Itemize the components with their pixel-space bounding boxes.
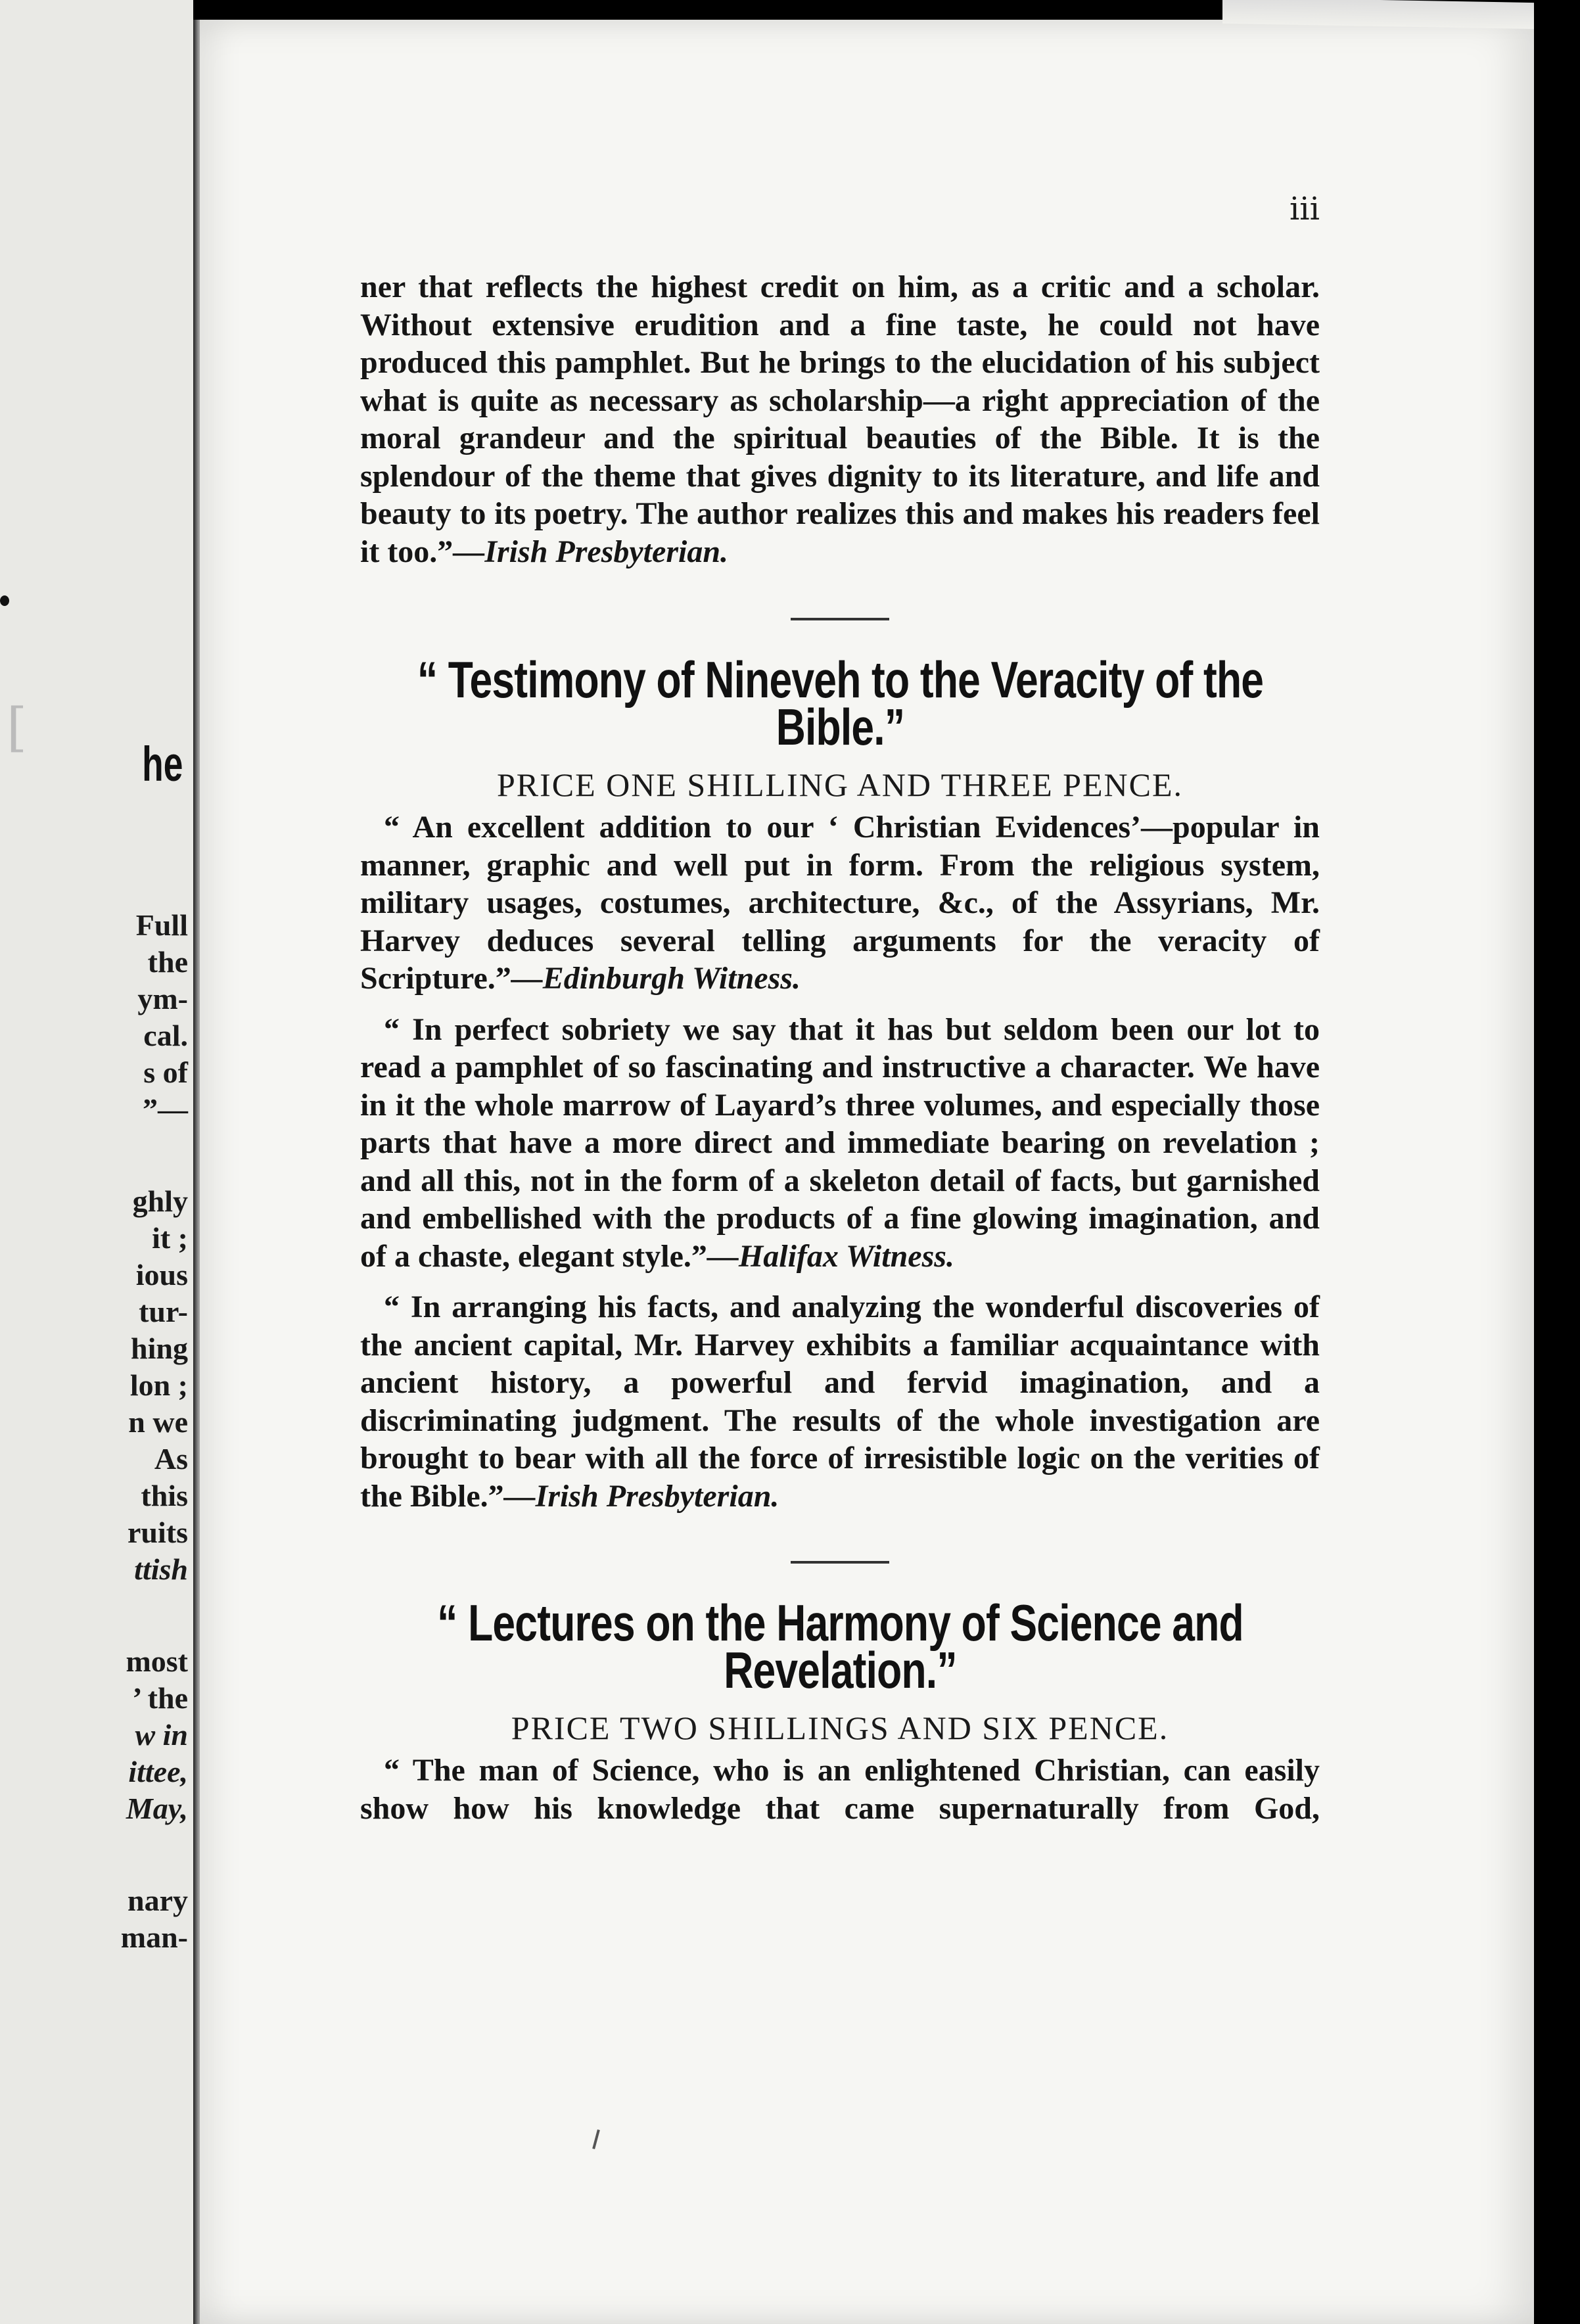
left-page-ghost-letter: [ bbox=[7, 697, 28, 758]
review-text: “ An excellent addition to our ‘ Christian Evidences’—popular in manner, graphic and well put in form. From the religious system, military usages, costumes, architecture, &c., of the Assyrians, Mr. Harvey deduces several telling arguments for the veracity of Scripture.” bbox=[360, 810, 1320, 996]
section-divider bbox=[791, 618, 889, 620]
review-text: “ In arranging his facts, and analyzing the wonderful discoveries of the ancient capital, Mr. Harvey exhibits a familiar acquaintance with ancient history, a powerful and fervid imagination, and a discriminating judgment. The results of the whole investigation are brought to bear with all the force of irresistible logic on the verities of the Bible.” bbox=[360, 1290, 1320, 1514]
price-nineveh: PRICE ONE SHILLING AND THREE PENCE. bbox=[496, 766, 1184, 803]
intro-paragraph bbox=[360, 268, 1320, 570]
left-page-fragment: hing bbox=[131, 1332, 188, 1365]
left-page-fragment: tur- bbox=[139, 1295, 188, 1328]
page-number: iii bbox=[1289, 191, 1320, 227]
review-text: “ In perfect sobriety we say that it has but seldom been our lot to read a pamphlet of so fascinating and instructive a character. We have in it the whole marrow of Layard’s three volumes, and especially those parts that have a more direct and immediate bearing on revelation ; and all this, not in the form of a skeleton detail of facts, but garnished and embellished with the products of a fine glowing imagination, and of a chaste, elegant style.” bbox=[360, 1011, 1320, 1274]
left-page-fragment: n we bbox=[128, 1405, 188, 1439]
intro-text: ner that reflects the highest credit on him, as a critic and a scholar. Without extensive erudition and a fine taste, he could not have produced this pamphlet. But he brings to the elucidation of his subject what is quite as necessary as scholarship—a right appreciation of the moral grandeur and the spiritual beauties of the Bible. It is the splendour of the theme that gives dignity to its literature, and life and beauty to its poetry. The author realizes this and makes his readers feel it too.” bbox=[360, 269, 1320, 569]
section-heading-nineveh: “ Testimony of Nineveh to the Veracity of the Bible.” bbox=[417, 651, 1263, 756]
section-heading-lectures: “ Lectures on the Harmony of Science and Revelation.” bbox=[436, 1594, 1243, 1699]
left-page-fragment: lon ; bbox=[129, 1368, 188, 1402]
left-page-fragment: ittee, bbox=[128, 1755, 188, 1788]
review-nineveh-2 bbox=[360, 1011, 1320, 1276]
left-page-fragment: ’ the bbox=[132, 1681, 188, 1715]
review-source: —Irish Presbyterian. bbox=[503, 1478, 779, 1514]
left-page-fragment: May, bbox=[126, 1792, 188, 1825]
left-page-fragment: this bbox=[141, 1479, 188, 1512]
price-lectures: PRICE TWO SHILLINGS AND SIX PENCE. bbox=[511, 1709, 1169, 1746]
review-nineveh-1 bbox=[360, 808, 1320, 998]
left-page-bullet bbox=[0, 595, 9, 606]
left-page-fragment: nary bbox=[128, 1884, 188, 1917]
left-page-fragment: the bbox=[147, 945, 188, 979]
left-page-fragment: man- bbox=[120, 1920, 188, 1954]
left-page-title-fragment: he bbox=[141, 737, 183, 791]
left-page-fragment: w in bbox=[135, 1718, 188, 1752]
review-source: —Edinburgh Witness. bbox=[511, 961, 801, 996]
review-lectures-1: “ The man of Science, who is an enlightened Christian, can easily show how his knowledge that came supernaturally from God, bbox=[360, 1753, 1320, 1826]
left-page-fragment: most bbox=[126, 1644, 188, 1678]
left-page-fragment: s of bbox=[143, 1056, 188, 1089]
left-page-fragment: it ; bbox=[152, 1221, 188, 1255]
left-page-fragment: Full bbox=[135, 908, 188, 942]
left-page bbox=[0, 0, 193, 2324]
left-page-fragment: ious bbox=[135, 1258, 188, 1291]
page-content bbox=[360, 184, 1320, 1827]
left-page-fragment: As bbox=[154, 1442, 188, 1476]
left-page-fragment: ghly bbox=[132, 1184, 188, 1218]
review-nineveh-3 bbox=[360, 1288, 1320, 1515]
left-page-fragment: ruits bbox=[128, 1516, 188, 1549]
scan-right-border bbox=[1534, 0, 1580, 2324]
left-page-fragment: ttish bbox=[134, 1552, 188, 1586]
intro-source: —Irish Presbyterian. bbox=[453, 534, 729, 569]
left-page-fragment: ym- bbox=[137, 982, 188, 1015]
review-source: —Halifax Witness. bbox=[707, 1238, 954, 1274]
section-divider bbox=[791, 1561, 889, 1564]
left-page-fragment: cal. bbox=[143, 1019, 188, 1052]
left-page-fragment: ”— bbox=[143, 1092, 188, 1126]
